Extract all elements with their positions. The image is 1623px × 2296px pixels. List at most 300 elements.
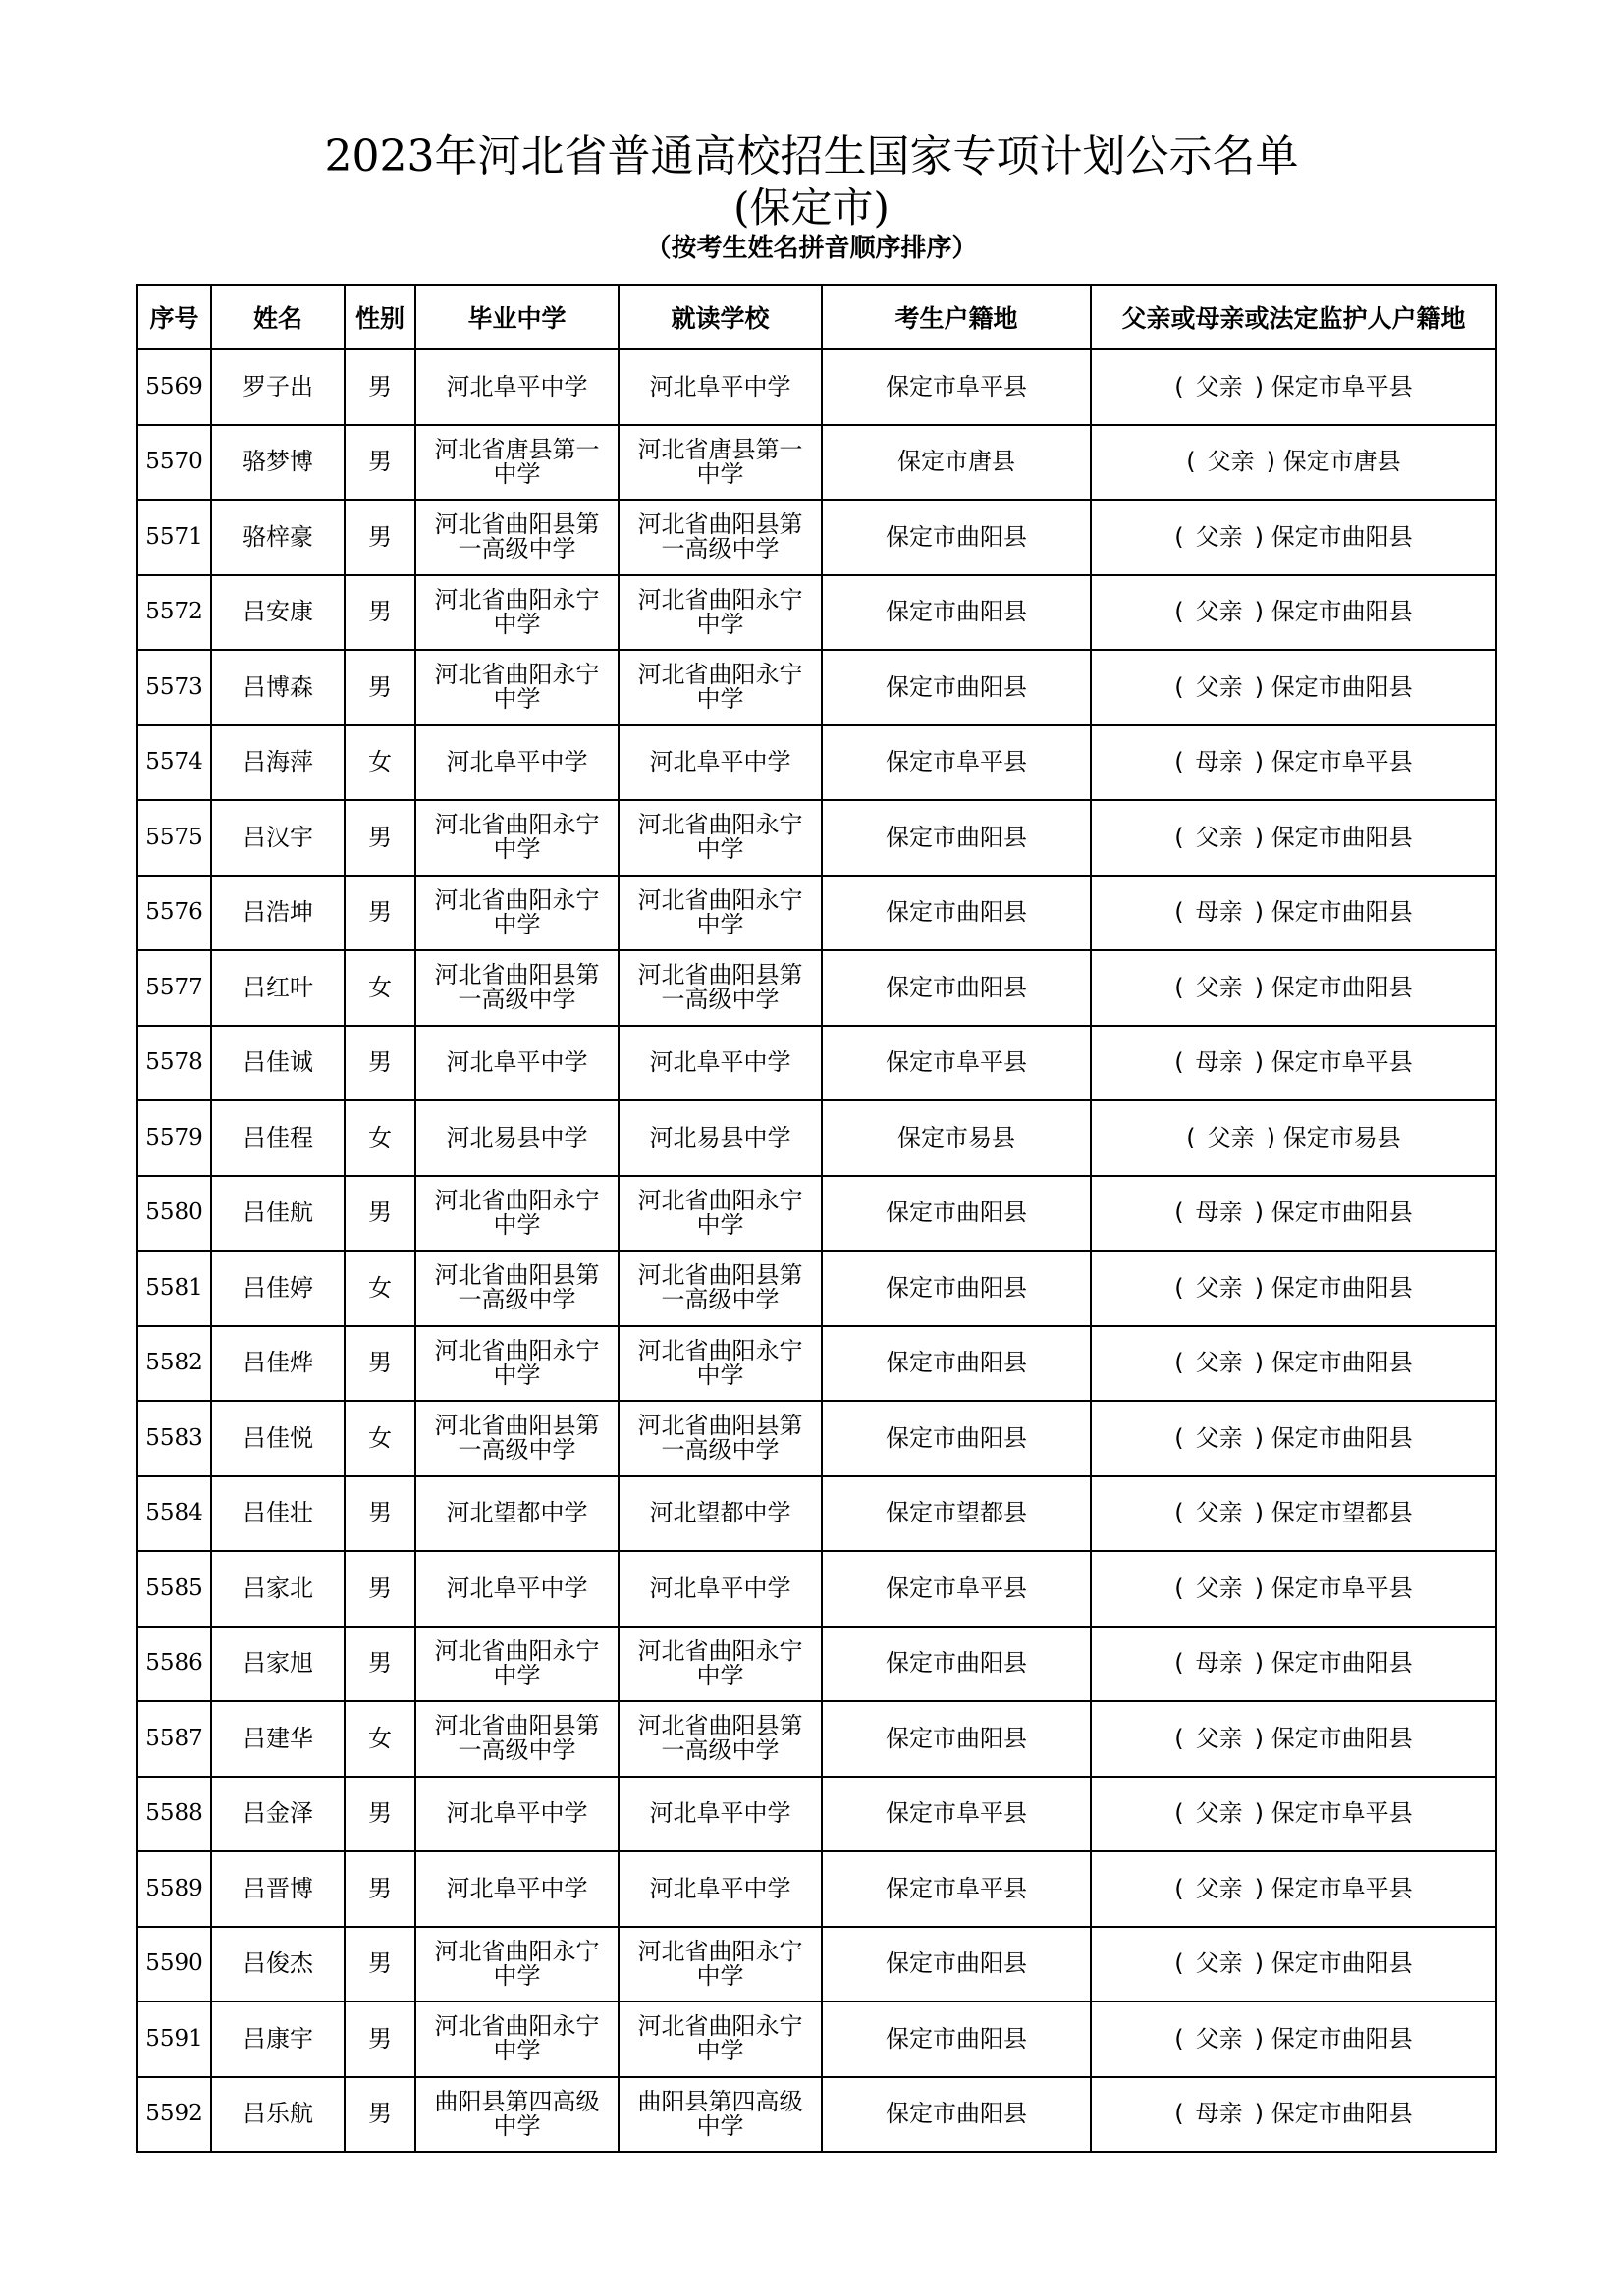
cell-no: 5584 (137, 1476, 211, 1552)
cell-current-school: 河北易县中学 (619, 1100, 822, 1176)
cell-current-school: 河北省曲阳永宁中学 (619, 800, 822, 876)
guardian-relation: 父亲 (1207, 448, 1255, 476)
guardian-close-paren: ) (1254, 522, 1265, 551)
cell-hukou: 保定市阜平县 (822, 1777, 1091, 1852)
cell-guardian-hukou (1091, 2077, 1496, 2153)
table-row (137, 1251, 1496, 1326)
table-row (137, 1701, 1496, 1777)
guardian-place: 保定市阜平县 (1271, 748, 1413, 776)
guardian-relation: 父亲 (1195, 1574, 1243, 1602)
cell-gender: 男 (345, 1627, 415, 1702)
guardian-place: 保定市曲阳县 (1271, 522, 1413, 551)
guardian-place: 保定市曲阳县 (1271, 973, 1413, 1001)
cell-guardian-hukou (1091, 425, 1496, 501)
cell-grad-school: 河北阜平中学 (415, 1551, 619, 1627)
guardian-close-paren: ) (1266, 448, 1276, 476)
guardian-open-paren: ( (1174, 372, 1184, 400)
guardian-relation: 父亲 (1195, 823, 1243, 851)
cell-grad-school: 河北望都中学 (415, 1476, 619, 1552)
document-title: 2023年河北省普通高校招生国家专项计划公示名单 (324, 132, 1299, 182)
cell-current-school: 河北省曲阳永宁中学 (619, 650, 822, 725)
cell-name: 吕海萍 (211, 725, 345, 801)
cell-gender: 女 (345, 725, 415, 801)
guardian-open-paren: ( (1174, 1649, 1184, 1678)
cell-name: 骆梓豪 (211, 500, 345, 575)
guardian-relation: 父亲 (1195, 672, 1243, 701)
guardian-close-paren: ) (1254, 2024, 1265, 2053)
cell-guardian-hukou (1091, 1326, 1496, 1402)
cell-name: 吕金泽 (211, 1777, 345, 1852)
guardian-place: 保定市望都县 (1271, 1499, 1413, 1527)
guardian-close-paren: ) (1254, 1423, 1265, 1452)
cell-guardian-hukou (1091, 1251, 1496, 1326)
table-body (137, 349, 1496, 2152)
table-row (137, 876, 1496, 951)
guardian-close-paren: ) (1254, 1649, 1265, 1678)
guardian-open-paren: ( (1174, 1724, 1184, 1752)
cell-no: 5571 (137, 500, 211, 575)
cell-name: 吕安康 (211, 575, 345, 651)
cell-name: 吕家旭 (211, 1627, 345, 1702)
guardian-open-paren: ( (1174, 522, 1184, 551)
guardian-close-paren: ) (1254, 1799, 1265, 1828)
student-list-table (136, 284, 1497, 2153)
cell-guardian-hukou (1091, 725, 1496, 801)
cell-hukou: 保定市曲阳县 (822, 1326, 1091, 1402)
cell-gender: 男 (345, 500, 415, 575)
cell-hukou: 保定市阜平县 (822, 349, 1091, 425)
cell-no: 5575 (137, 800, 211, 876)
cell-gender: 男 (345, 1476, 415, 1552)
guardian-open-paren: ( (1174, 1423, 1184, 1452)
header-name: 姓名 (211, 285, 345, 349)
cell-guardian-hukou (1091, 349, 1496, 425)
cell-no: 5578 (137, 1026, 211, 1101)
cell-gender: 男 (345, 1026, 415, 1101)
cell-no: 5592 (137, 2077, 211, 2153)
cell-no: 5569 (137, 349, 211, 425)
cell-grad-school: 河北省曲阳永宁中学 (415, 575, 619, 651)
cell-guardian-hukou (1091, 1627, 1496, 1702)
cell-gender: 男 (345, 575, 415, 651)
cell-guardian-hukou (1091, 1851, 1496, 1927)
cell-name: 吕佳婷 (211, 1251, 345, 1326)
guardian-close-paren: ) (1254, 1349, 1265, 1377)
cell-name: 吕佳航 (211, 1176, 345, 1252)
guardian-open-paren: ( (1174, 1574, 1184, 1602)
cell-current-school: 河北省曲阳永宁中学 (619, 1176, 822, 1252)
guardian-relation: 父亲 (1195, 1423, 1243, 1452)
cell-current-school: 河北省唐县第一中学 (619, 425, 822, 501)
cell-grad-school: 河北省曲阳永宁中学 (415, 1627, 619, 1702)
guardian-place: 保定市曲阳县 (1271, 1649, 1413, 1678)
header-hukou: 考生户籍地 (822, 285, 1091, 349)
cell-current-school: 河北阜平中学 (619, 725, 822, 801)
table-row (137, 2002, 1496, 2077)
cell-hukou: 保定市易县 (822, 1100, 1091, 1176)
cell-no: 5576 (137, 876, 211, 951)
table-row (137, 1777, 1496, 1852)
guardian-close-paren: ) (1254, 372, 1265, 400)
cell-current-school: 河北省曲阳县第一高级中学 (619, 950, 822, 1026)
cell-current-school: 河北阜平中学 (619, 349, 822, 425)
guardian-place: 保定市曲阳县 (1271, 2024, 1413, 2053)
cell-hukou: 保定市曲阳县 (822, 2002, 1091, 2077)
cell-current-school: 河北阜平中学 (619, 1551, 822, 1627)
cell-current-school: 河北省曲阳永宁中学 (619, 876, 822, 951)
table-row (137, 1551, 1496, 1627)
cell-no: 5574 (137, 725, 211, 801)
cell-name: 吕佳烨 (211, 1326, 345, 1402)
cell-name: 吕佳程 (211, 1100, 345, 1176)
cell-guardian-hukou (1091, 1026, 1496, 1101)
cell-gender: 女 (345, 1100, 415, 1176)
cell-gender: 女 (345, 1701, 415, 1777)
guardian-open-paren: ( (1174, 898, 1184, 927)
guardian-open-paren: ( (1174, 1499, 1184, 1527)
guardian-open-paren: ( (1174, 1949, 1184, 1978)
cell-no: 5583 (137, 1401, 211, 1476)
cell-grad-school: 河北阜平中学 (415, 1026, 619, 1101)
guardian-relation: 父亲 (1195, 1874, 1243, 1902)
cell-gender: 男 (345, 650, 415, 725)
table-header-row (137, 285, 1496, 349)
cell-grad-school: 河北省曲阳永宁中学 (415, 1326, 619, 1402)
cell-grad-school: 河北省曲阳永宁中学 (415, 876, 619, 951)
cell-current-school: 河北省曲阳永宁中学 (619, 1627, 822, 1702)
cell-name: 骆梦博 (211, 425, 345, 501)
cell-grad-school: 河北阜平中学 (415, 349, 619, 425)
cell-gender: 男 (345, 349, 415, 425)
guardian-place: 保定市阜平县 (1271, 1048, 1413, 1077)
guardian-place: 保定市曲阳县 (1271, 1199, 1413, 1227)
guardian-relation: 母亲 (1195, 748, 1243, 776)
cell-gender: 男 (345, 1326, 415, 1402)
guardian-close-paren: ) (1254, 1048, 1265, 1077)
guardian-place: 保定市曲阳县 (1271, 1423, 1413, 1452)
cell-hukou: 保定市曲阳县 (822, 1401, 1091, 1476)
guardian-relation: 父亲 (1195, 1949, 1243, 1978)
guardian-open-paren: ( (1174, 1874, 1184, 1902)
guardian-close-paren: ) (1254, 672, 1265, 701)
guardian-close-paren: ) (1254, 1949, 1265, 1978)
guardian-place: 保定市曲阳县 (1271, 598, 1413, 626)
guardian-open-paren: ( (1174, 1273, 1184, 1302)
guardian-open-paren: ( (1174, 823, 1184, 851)
cell-guardian-hukou (1091, 1476, 1496, 1552)
cell-hukou: 保定市曲阳县 (822, 950, 1091, 1026)
cell-current-school: 河北省曲阳永宁中学 (619, 575, 822, 651)
cell-hukou: 保定市曲阳县 (822, 1251, 1091, 1326)
guardian-relation: 父亲 (1195, 1349, 1243, 1377)
cell-grad-school: 河北省曲阳永宁中学 (415, 650, 619, 725)
cell-hukou: 保定市阜平县 (822, 725, 1091, 801)
cell-no: 5587 (137, 1701, 211, 1777)
guardian-close-paren: ) (1254, 598, 1265, 626)
cell-guardian-hukou (1091, 1701, 1496, 1777)
guardian-close-paren: ) (1254, 1574, 1265, 1602)
header-guardian-hukou: 父亲或母亲或法定监护人户籍地 (1091, 285, 1496, 349)
cell-no: 5582 (137, 1326, 211, 1402)
cell-gender: 男 (345, 2077, 415, 2153)
cell-grad-school: 河北省曲阳永宁中学 (415, 800, 619, 876)
cell-hukou: 保定市曲阳县 (822, 1701, 1091, 1777)
guardian-close-paren: ) (1254, 1874, 1265, 1902)
table-row (137, 1326, 1496, 1402)
guardian-place: 保定市阜平县 (1271, 1799, 1413, 1828)
cell-guardian-hukou (1091, 2002, 1496, 2077)
cell-name: 吕晋博 (211, 1851, 345, 1927)
cell-hukou: 保定市唐县 (822, 425, 1091, 501)
cell-no: 5589 (137, 1851, 211, 1927)
guardian-open-paren: ( (1174, 1199, 1184, 1227)
cell-hukou: 保定市曲阳县 (822, 876, 1091, 951)
header-no: 序号 (137, 285, 211, 349)
guardian-relation: 父亲 (1207, 1123, 1255, 1151)
cell-grad-school: 河北省曲阳县第一高级中学 (415, 1701, 619, 1777)
cell-hukou: 保定市曲阳县 (822, 1176, 1091, 1252)
cell-gender: 男 (345, 1176, 415, 1252)
cell-guardian-hukou (1091, 500, 1496, 575)
cell-guardian-hukou (1091, 1100, 1496, 1176)
header-current-school: 就读学校 (619, 285, 822, 349)
guardian-place: 保定市曲阳县 (1271, 823, 1413, 851)
table-row (137, 1851, 1496, 1927)
guardian-relation: 母亲 (1195, 898, 1243, 927)
guardian-close-paren: ) (1254, 2100, 1265, 2128)
cell-gender: 女 (345, 1251, 415, 1326)
cell-gender: 男 (345, 800, 415, 876)
guardian-place: 保定市易县 (1282, 1123, 1401, 1151)
cell-hukou: 保定市曲阳县 (822, 575, 1091, 651)
document-subtitle: (保定市) (733, 184, 890, 232)
table-row (137, 950, 1496, 1026)
cell-no: 5585 (137, 1551, 211, 1627)
guardian-close-paren: ) (1254, 748, 1265, 776)
cell-grad-school: 河北省曲阳县第一高级中学 (415, 500, 619, 575)
cell-current-school: 河北阜平中学 (619, 1026, 822, 1101)
cell-no: 5590 (137, 1927, 211, 2002)
cell-hukou: 保定市曲阳县 (822, 650, 1091, 725)
cell-name: 吕红叶 (211, 950, 345, 1026)
cell-hukou: 保定市阜平县 (822, 1551, 1091, 1627)
guardian-relation: 父亲 (1195, 372, 1243, 400)
cell-grad-school: 曲阳县第四高级中学 (415, 2077, 619, 2153)
cell-current-school: 河北省曲阳永宁中学 (619, 1326, 822, 1402)
table-row (137, 2077, 1496, 2153)
cell-gender: 女 (345, 950, 415, 1026)
header-gender: 性别 (345, 285, 415, 349)
cell-hukou: 保定市曲阳县 (822, 500, 1091, 575)
guardian-relation: 父亲 (1195, 598, 1243, 626)
guardian-place: 保定市曲阳县 (1271, 1273, 1413, 1302)
cell-grad-school: 河北省曲阳永宁中学 (415, 1927, 619, 2002)
guardian-relation: 父亲 (1195, 973, 1243, 1001)
cell-guardian-hukou (1091, 950, 1496, 1026)
cell-name: 吕博森 (211, 650, 345, 725)
table-row (137, 1927, 1496, 2002)
header-grad-school: 毕业中学 (415, 285, 619, 349)
cell-current-school: 曲阳县第四高级中学 (619, 2077, 822, 2153)
cell-gender: 女 (345, 1401, 415, 1476)
table-row (137, 500, 1496, 575)
sort-note: （按考生姓名拼音顺序排序） (645, 234, 978, 263)
cell-guardian-hukou (1091, 650, 1496, 725)
guardian-relation: 父亲 (1195, 1273, 1243, 1302)
cell-guardian-hukou (1091, 876, 1496, 951)
guardian-place: 保定市唐县 (1282, 448, 1401, 476)
cell-gender: 男 (345, 1851, 415, 1927)
table-row (137, 1100, 1496, 1176)
guardian-close-paren: ) (1254, 1499, 1265, 1527)
cell-grad-school: 河北省曲阳县第一高级中学 (415, 1401, 619, 1476)
guardian-relation: 父亲 (1195, 522, 1243, 551)
cell-no: 5570 (137, 425, 211, 501)
cell-guardian-hukou (1091, 575, 1496, 651)
guardian-close-paren: ) (1254, 973, 1265, 1001)
cell-current-school: 河北省曲阳县第一高级中学 (619, 1701, 822, 1777)
guardian-relation: 父亲 (1195, 1799, 1243, 1828)
cell-hukou: 保定市曲阳县 (822, 800, 1091, 876)
guardian-close-paren: ) (1254, 1199, 1265, 1227)
guardian-place: 保定市曲阳县 (1271, 1949, 1413, 1978)
guardian-close-paren: ) (1266, 1123, 1276, 1151)
guardian-open-paren: ( (1174, 2100, 1184, 2128)
guardian-place: 保定市曲阳县 (1271, 898, 1413, 927)
guardian-place: 保定市曲阳县 (1271, 672, 1413, 701)
guardian-open-paren: ( (1186, 1123, 1196, 1151)
cell-current-school: 河北省曲阳县第一高级中学 (619, 1401, 822, 1476)
table-row (137, 1026, 1496, 1101)
cell-grad-school: 河北省曲阳永宁中学 (415, 2002, 619, 2077)
cell-name: 吕佳壮 (211, 1476, 345, 1552)
cell-current-school: 河北省曲阳县第一高级中学 (619, 1251, 822, 1326)
cell-name: 吕浩坤 (211, 876, 345, 951)
table-row (137, 650, 1496, 725)
cell-gender: 男 (345, 1927, 415, 2002)
cell-guardian-hukou (1091, 1927, 1496, 2002)
guardian-close-paren: ) (1254, 823, 1265, 851)
cell-hukou: 保定市望都县 (822, 1476, 1091, 1552)
cell-guardian-hukou (1091, 1401, 1496, 1476)
cell-name: 吕家北 (211, 1551, 345, 1627)
cell-guardian-hukou (1091, 800, 1496, 876)
table-row (137, 425, 1496, 501)
guardian-open-paren: ( (1174, 748, 1184, 776)
guardian-place: 保定市阜平县 (1271, 1874, 1413, 1902)
cell-grad-school: 河北省唐县第一中学 (415, 425, 619, 501)
guardian-open-paren: ( (1174, 973, 1184, 1001)
cell-hukou: 保定市曲阳县 (822, 1627, 1091, 1702)
cell-gender: 男 (345, 1777, 415, 1852)
guardian-open-paren: ( (1174, 1048, 1184, 1077)
guardian-close-paren: ) (1254, 1724, 1265, 1752)
cell-name: 吕佳诚 (211, 1026, 345, 1101)
cell-no: 5580 (137, 1176, 211, 1252)
cell-gender: 男 (345, 425, 415, 501)
cell-hukou: 保定市阜平县 (822, 1851, 1091, 1927)
cell-name: 吕建华 (211, 1701, 345, 1777)
table-row (137, 575, 1496, 651)
guardian-close-paren: ) (1254, 1273, 1265, 1302)
table-row (137, 725, 1496, 801)
guardian-place: 保定市曲阳县 (1271, 1724, 1413, 1752)
cell-grad-school: 河北阜平中学 (415, 1777, 619, 1852)
cell-current-school: 河北阜平中学 (619, 1777, 822, 1852)
cell-current-school: 河北阜平中学 (619, 1851, 822, 1927)
cell-current-school: 河北省曲阳县第一高级中学 (619, 500, 822, 575)
guardian-relation: 父亲 (1195, 2024, 1243, 2053)
cell-gender: 男 (345, 1551, 415, 1627)
cell-no: 5579 (137, 1100, 211, 1176)
guardian-close-paren: ) (1254, 898, 1265, 927)
cell-gender: 男 (345, 2002, 415, 2077)
guardian-relation: 父亲 (1195, 1724, 1243, 1752)
cell-no: 5572 (137, 575, 211, 651)
table-row (137, 800, 1496, 876)
cell-guardian-hukou (1091, 1551, 1496, 1627)
table-row (137, 1476, 1496, 1552)
cell-hukou: 保定市阜平县 (822, 1026, 1091, 1101)
cell-gender: 男 (345, 876, 415, 951)
cell-guardian-hukou (1091, 1176, 1496, 1252)
table-row (137, 1176, 1496, 1252)
cell-no: 5577 (137, 950, 211, 1026)
cell-current-school: 河北省曲阳永宁中学 (619, 1927, 822, 2002)
guardian-relation: 母亲 (1195, 2100, 1243, 2128)
cell-current-school: 河北望都中学 (619, 1476, 822, 1552)
guardian-open-paren: ( (1186, 448, 1196, 476)
cell-name: 吕俊杰 (211, 1927, 345, 2002)
cell-no: 5591 (137, 2002, 211, 2077)
cell-name: 吕康宇 (211, 2002, 345, 2077)
guardian-place: 保定市阜平县 (1271, 372, 1413, 400)
guardian-relation: 母亲 (1195, 1048, 1243, 1077)
guardian-place: 保定市曲阳县 (1271, 1349, 1413, 1377)
cell-current-school: 河北省曲阳永宁中学 (619, 2002, 822, 2077)
cell-name: 罗子出 (211, 349, 345, 425)
guardian-relation: 母亲 (1195, 1199, 1243, 1227)
cell-hukou: 保定市曲阳县 (822, 1927, 1091, 2002)
cell-grad-school: 河北易县中学 (415, 1100, 619, 1176)
guardian-open-paren: ( (1174, 598, 1184, 626)
cell-no: 5588 (137, 1777, 211, 1852)
cell-grad-school: 河北省曲阳县第一高级中学 (415, 1251, 619, 1326)
cell-name: 吕乐航 (211, 2077, 345, 2153)
cell-no: 5586 (137, 1627, 211, 1702)
guardian-open-paren: ( (1174, 1349, 1184, 1377)
cell-guardian-hukou (1091, 1777, 1496, 1852)
cell-no: 5573 (137, 650, 211, 725)
guardian-relation: 父亲 (1195, 1499, 1243, 1527)
guardian-open-paren: ( (1174, 672, 1184, 701)
guardian-open-paren: ( (1174, 1799, 1184, 1828)
cell-name: 吕佳悦 (211, 1401, 345, 1476)
guardian-relation: 母亲 (1195, 1649, 1243, 1678)
cell-grad-school: 河北省曲阳县第一高级中学 (415, 950, 619, 1026)
cell-hukou: 保定市曲阳县 (822, 2077, 1091, 2153)
cell-grad-school: 河北阜平中学 (415, 1851, 619, 1927)
guardian-open-paren: ( (1174, 2024, 1184, 2053)
table-row (137, 1401, 1496, 1476)
table-row (137, 349, 1496, 425)
guardian-place: 保定市曲阳县 (1271, 2100, 1413, 2128)
cell-grad-school: 河北省曲阳永宁中学 (415, 1176, 619, 1252)
cell-no: 5581 (137, 1251, 211, 1326)
cell-grad-school: 河北阜平中学 (415, 725, 619, 801)
guardian-place: 保定市阜平县 (1271, 1574, 1413, 1602)
cell-name: 吕汉宇 (211, 800, 345, 876)
